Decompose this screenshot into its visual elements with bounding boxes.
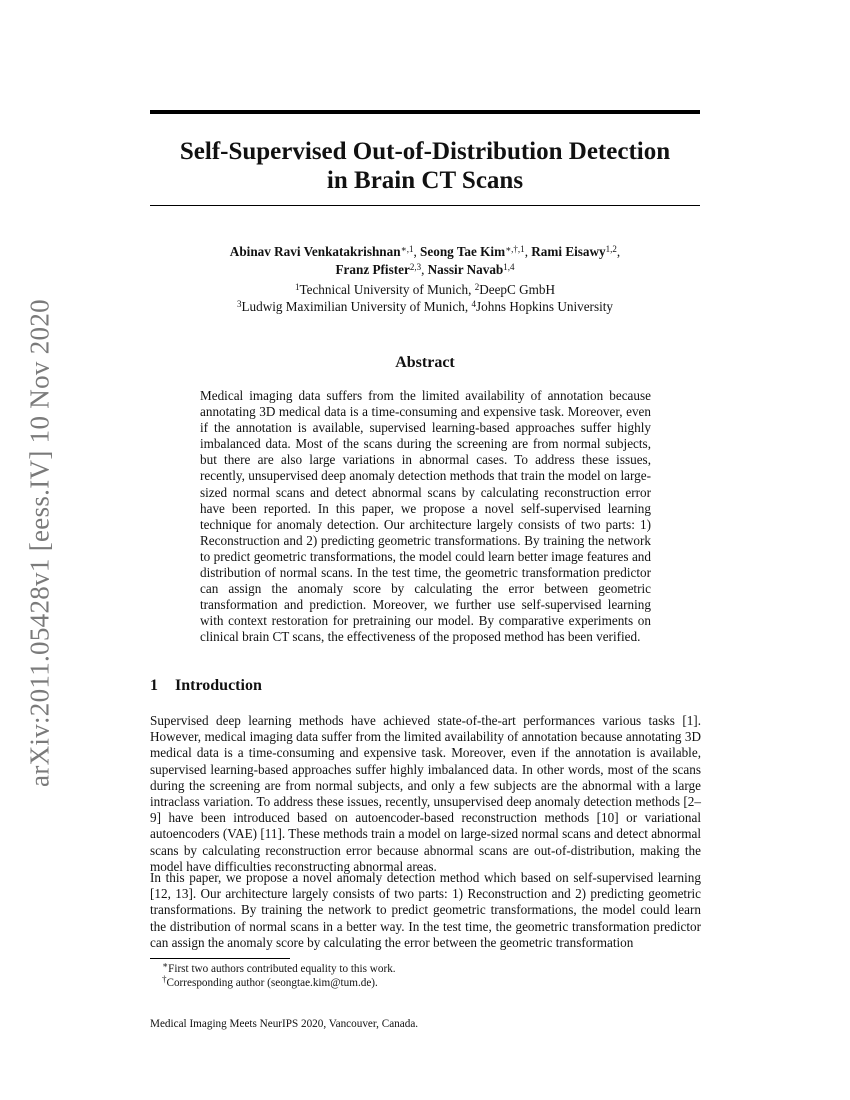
introduction-paragraph-2: In this paper, we propose a novel anomaly detection method which based on self-supervised learning [12, 13]. Our architecture largely consists of two parts: 1) Reconstruction and 2) predicting geometric transformations. By training the network to predict geometric transformations, the model could learn the distribution of normal scans in a better way. In the test time, the geometric transformation predictor can assign the anomaly score by calculating the error between the geometric transformation (150, 870, 701, 950)
affiliation-line-2 (150, 298, 700, 316)
author-name: Rami Eisawy (531, 244, 606, 259)
author-list-line-2 (150, 261, 700, 279)
affiliation-name: Ludwig Maximilian University of Munich, (241, 299, 472, 314)
footnote-corresponding-author (162, 976, 378, 990)
footnote-mark: ∗ (162, 960, 169, 970)
affiliation-number: 4 (471, 299, 476, 309)
affiliation-name: Johns Hopkins University (476, 299, 614, 314)
author-name: Seong Tae Kim (420, 244, 506, 259)
affiliation-number: 2 (474, 282, 480, 292)
footnote-equal-contribution (162, 962, 396, 976)
arxiv-identifier-text: arXiv:2011.05428v1 [eess.IV] 10 Nov 2020 (24, 298, 55, 787)
paper-title-line-1: Self-Supervised Out-of-Distribution Detection (179, 138, 671, 165)
author-name: Nassir Navab (427, 262, 504, 277)
abstract-heading: Abstract (395, 354, 455, 371)
affiliation-name: DeepC GmbH (479, 282, 556, 297)
affiliation-name: Technical University of Munich, (299, 282, 475, 297)
title-bottom-rule (150, 205, 700, 206)
author-separator: , (616, 244, 621, 259)
author-affiliation-mark: 1,4 (503, 262, 515, 272)
author-affiliation-mark: ∗,†,1 (505, 244, 525, 254)
author-separator: , (413, 244, 421, 259)
author-separator: , (524, 244, 532, 259)
abstract-body: Medical imaging data suffers from the limited availability of annotation because annotating 3D medical data is a time-consuming and expensive task. Moreover, even if the annotation is available, supervised learning-based approaches suffer highly imbalanced data. Most of the scans during the screening are from normal subjects, but there are also large variations in abnormal cases. To address these issues, recently, unsupervised deep anomaly detection methods that train the model on large-sized normal scans and detect abnormal scans by calculating reconstruction error have been reported. In this paper, we propose a novel self-supervised learning technique for anomaly detection. Our architecture largely consists of two parts: 1) Reconstruction and 2) predicting geometric transformations. By training the network to predict geometric transformations, the model could learn better image features and distribution of normal scans. In the test time, the geometric transformation predictor can assign the anomaly score by calculating the error between geometric transformation and prediction. Moreover, we further use self-supervised learning with context restoration for pretraining our model. By comparative experiments on clinical brain CT scans, the effectiveness of the proposed method has been verified. (200, 388, 651, 645)
affiliation-number: 1 (294, 282, 300, 292)
introduction-paragraph-1: Supervised deep learning methods have achieved state-of-the-art performances various tasks [1]. However, medical imaging data suffer from the limited availability of annotation because annotating 3D medical data is a time-consuming and expensive task. Moreover, even if the annotation is available, supervised learning-based approaches suffer highly imbalanced data. In other words, most of the scans during the screening are from normal subjects, and only a few subjects are the abnormal with a large intraclass variation. To address these issues, recently, unsupervised deep anomaly detection methods [2–9] have been introduced based on autoencoder-based reconstruction methods [10] or variational autoencoders (VAE) [11]. These methods train a model on large-sized normal scans and detect abnormal scans by calculating reconstruction error because abnormal scans are out-of-distribution, making the model have difficulties reconstructing abnormal areas. (150, 713, 701, 874)
footnote-rule (150, 958, 290, 959)
author-name: Abinav Ravi Venkatakrishnan (229, 244, 401, 259)
section-number: 1 (150, 677, 158, 694)
affiliation-number: 3 (236, 299, 242, 309)
footnote-mark: † (162, 974, 167, 984)
author-separator: , (421, 262, 428, 277)
section-heading-introduction (150, 677, 262, 695)
author-name: Franz Pfister (335, 262, 410, 277)
section-title: Introduction (175, 677, 262, 694)
venue-footer: Medical Imaging Meets NeurIPS 2020, Vancouver, Canada. (150, 1018, 419, 1030)
arxiv-identifier-sidebar (18, 280, 62, 805)
paper-title-line-2: in Brain CT Scans (326, 167, 524, 194)
footnote-text: Corresponding author (seongtae.kim@tum.de). (166, 977, 378, 989)
author-affiliation-mark: 1,2 (605, 244, 617, 254)
author-affiliation-mark: ∗,1 (400, 244, 414, 254)
author-affiliation-mark: 2,3 (409, 262, 422, 272)
affiliation-line-1 (150, 281, 700, 299)
author-list-line-1 (150, 243, 700, 261)
footnote-text: First two authors contributed equality to this work. (168, 963, 396, 975)
title-top-rule (150, 110, 700, 114)
